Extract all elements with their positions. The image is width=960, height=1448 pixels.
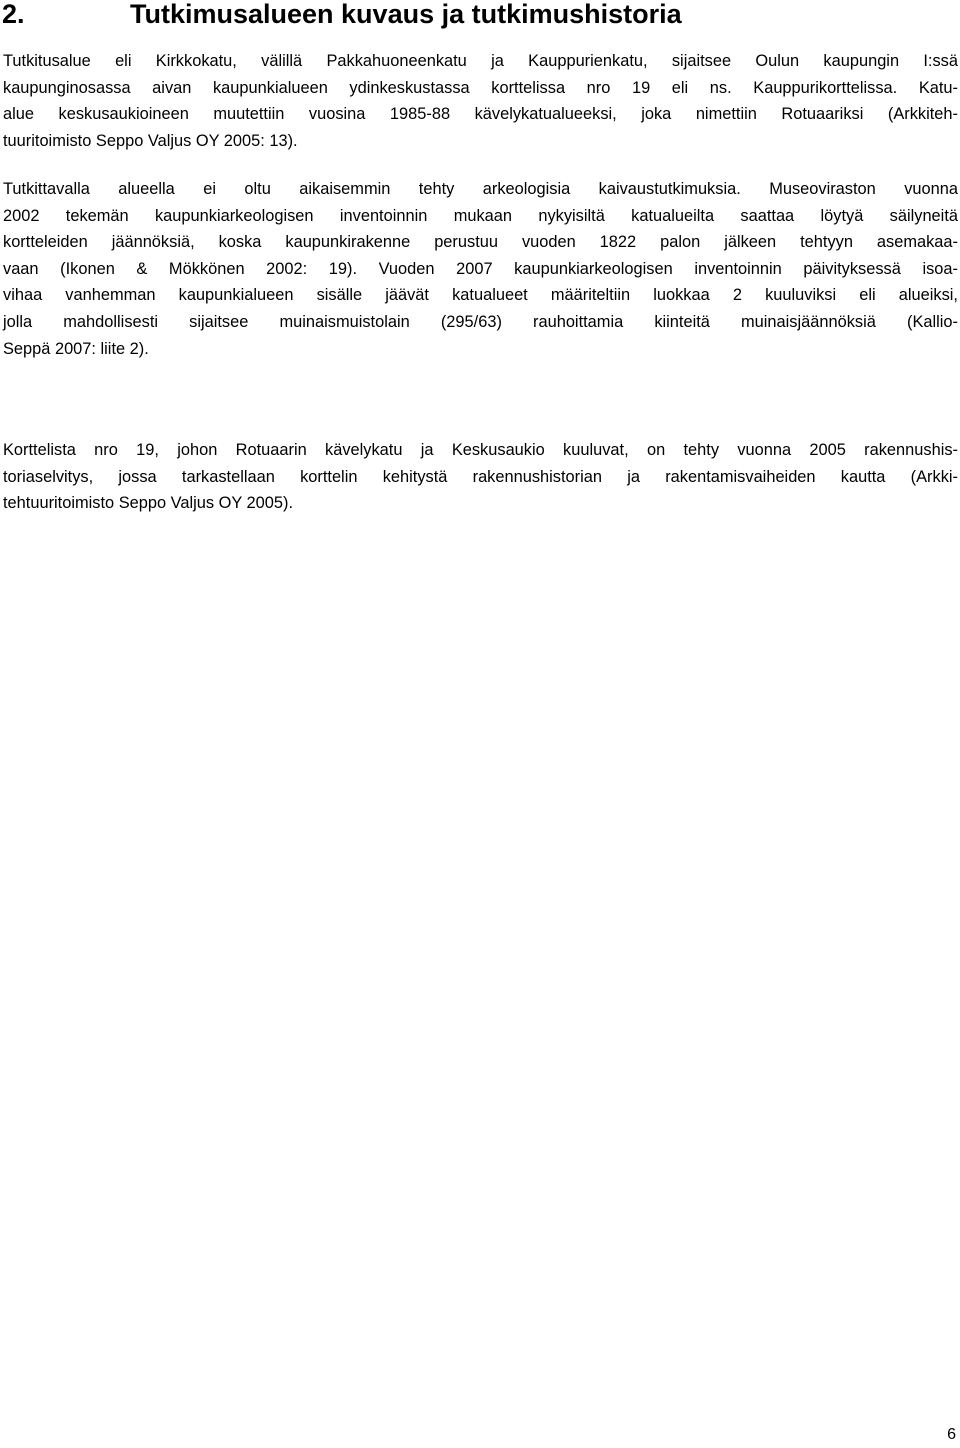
paragraph-line: Korttelista nro 19, johon Rotuaarin kävelykatu ja Keskusaukio kuuluvat, on tehty vuonna 2005 rakennushis- [3, 441, 958, 459]
paragraph-line: kortteleiden jäännöksiä, koska kaupunkirakenne perustuu vuoden 1822 palon jälkeen tehtyyn asemakaa- [3, 233, 958, 252]
paragraph-line: alue keskusaukioineen muutettiin vuosina 1985-88 kävelykatualueeksi, joka nimettiin Rotuaariksi (Arkkiteh- [3, 105, 958, 124]
paragraph-line: 2002 tekemän kaupunkiarkeologisen inventoinnin mukaan nykyisiltä katualueilta saattaa löytyä säilyneitä [3, 206, 958, 225]
paragraph-line: tehtuuritoimisto Seppo Valjus OY 2005). [3, 494, 294, 513]
section-title: Tutkimusalueen kuvaus ja tutkimushistoria [130, 0, 682, 29]
paragraph-study-area [3, 48, 958, 154]
paragraph-line: Tutkitusalue eli Kirkkokatu, välillä Pakkahuoneenkatu ja Kauppurienkatu, sijaitsee Oulun kaupungin I:ssä [3, 52, 958, 70]
paragraph-line: kaupunginosassa aivan kaupunkialueen ydinkeskustassa korttelissa nro 19 eli ns. Kauppurikorttelissa. Katu- [3, 78, 958, 97]
paragraph-research-history [3, 176, 958, 362]
paragraph-building-history [3, 437, 958, 517]
paragraph-line: Seppä 2007: liite 2). [3, 339, 149, 358]
paragraph-line: vihaa vanhemman kaupunkialueen sisälle jäävät katualueet määriteltiin luokkaa 2 kuuluviksi eli alueiksi, [3, 286, 958, 305]
paragraph-line: Tutkittavalla alueella ei oltu aikaisemmin tehty arkeologisia kaivaustutkimuksia. Museoviraston vuonna [3, 180, 958, 198]
paragraph-line: vaan (Ikonen & Mökkönen 2002: 19). Vuoden 2007 kaupunkiarkeologisen inventoinnin päivityksessä isoa- [3, 259, 958, 278]
section-number: 2. [2, 0, 25, 29]
page-number: 6 [947, 1426, 956, 1443]
paragraph-line: tuuritoimisto Seppo Valjus OY 2005: 13). [3, 131, 298, 150]
paragraph-line: toriaselvitys, jossa tarkastellaan korttelin kehitystä rakennushistorian ja rakentamisvaiheiden kautta (Arkki- [3, 467, 958, 486]
section-heading [2, 0, 682, 34]
paragraph-line: jolla mahdollisesti sijaitsee muinaismuistolain (295/63) rauhoittamia kiinteitä muinaisjäännöksiä (Kallio- [3, 312, 958, 331]
